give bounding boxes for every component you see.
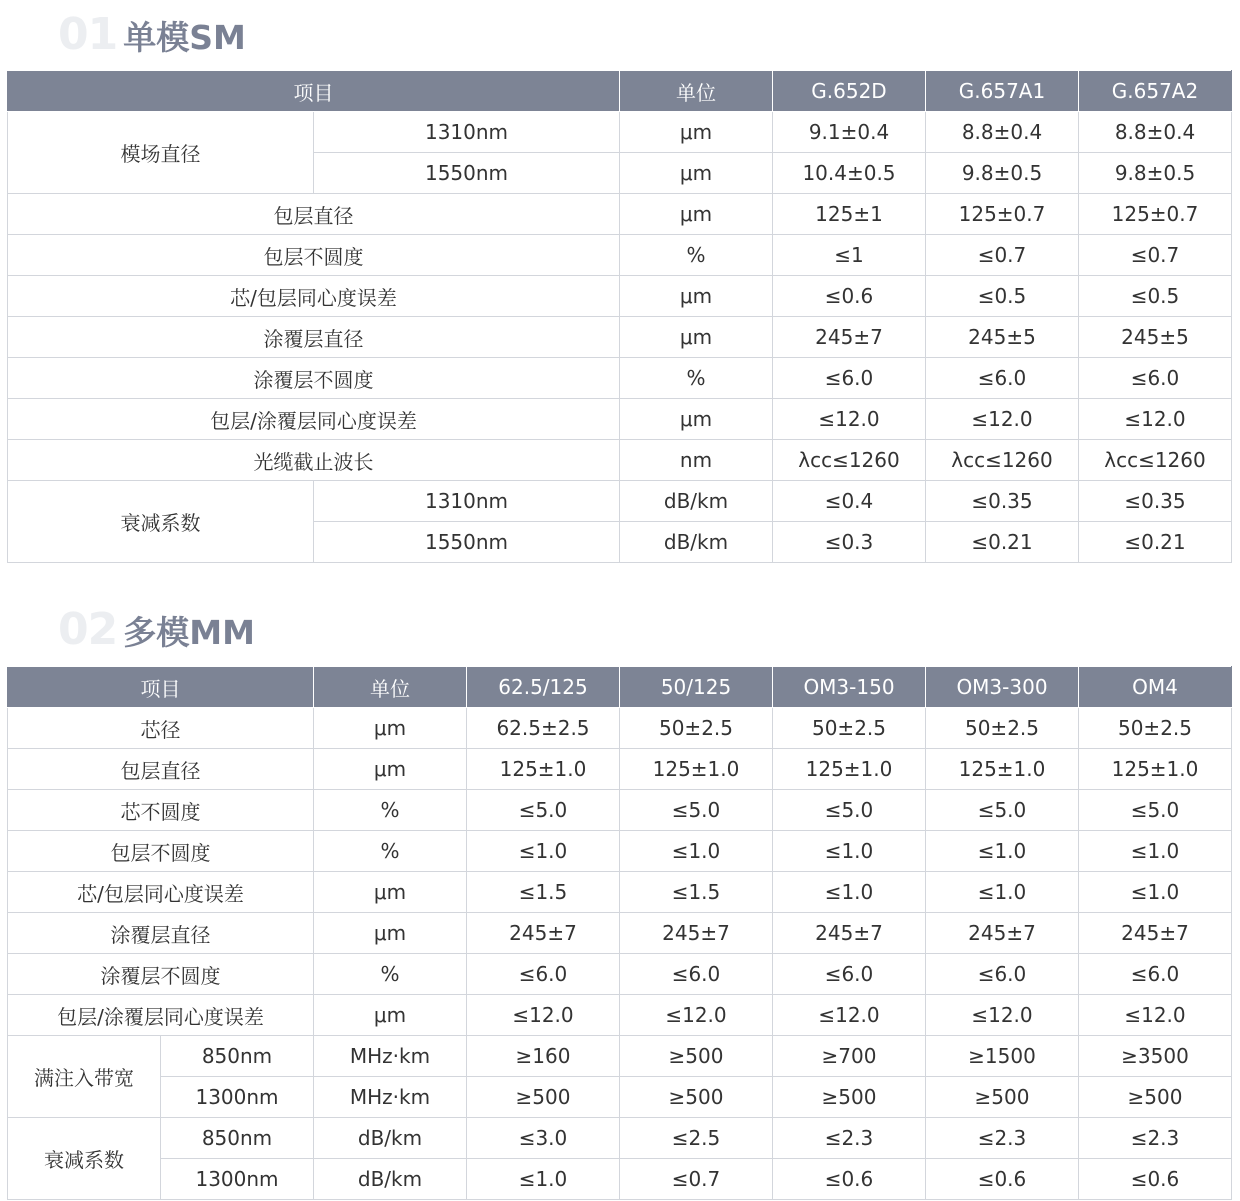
table-row — [8, 749, 1232, 790]
header-g657a2: G.657A2 — [1079, 71, 1232, 112]
row-label: 衰减系数 — [8, 1118, 161, 1200]
wavelength-cell: 850nm — [161, 1118, 314, 1159]
section-heading: 单模SM — [123, 18, 246, 57]
wavelength-cell: 1300nm — [161, 1077, 314, 1118]
table-row — [8, 1159, 1232, 1200]
header-50-125: 50/125 — [620, 667, 773, 708]
header-g657a1: G.657A1 — [926, 71, 1079, 112]
table-row — [8, 194, 1232, 235]
value-cell: ≤5.0 — [467, 790, 620, 831]
header-om3-150: OM3-150 — [773, 667, 926, 708]
value-cell: ≤12.0 — [926, 399, 1079, 440]
value-cell: ≤1.0 — [926, 831, 1079, 872]
table-row — [8, 481, 1232, 522]
section-title-mm — [58, 605, 255, 655]
value-cell: ≤5.0 — [1079, 790, 1232, 831]
unit-cell: μm — [314, 872, 467, 913]
table-row — [8, 235, 1232, 276]
value-cell: ≤6.0 — [926, 358, 1079, 399]
table-row — [8, 913, 1232, 954]
unit-cell: μm — [314, 708, 467, 749]
header-unit: 单位 — [620, 71, 773, 112]
value-cell: ≤2.5 — [620, 1118, 773, 1159]
unit-cell: nm — [620, 440, 773, 481]
header-om3-300: OM3-300 — [926, 667, 1079, 708]
unit-cell: MHz·km — [314, 1077, 467, 1118]
value-cell: 9.8±0.5 — [1079, 153, 1232, 194]
value-cell: 125±0.7 — [926, 194, 1079, 235]
row-label: 模场直径 — [8, 112, 314, 194]
row-label: 芯/包层同心度误差 — [8, 276, 620, 317]
value-cell: ≤2.3 — [926, 1118, 1079, 1159]
value-cell: ≤12.0 — [1079, 995, 1232, 1036]
table-row — [8, 317, 1232, 358]
header-om4: OM4 — [1079, 667, 1232, 708]
value-cell: 9.1±0.4 — [773, 112, 926, 153]
value-cell: 125±1.0 — [467, 749, 620, 790]
unit-cell: μm — [314, 749, 467, 790]
row-label: 涂覆层不圆度 — [8, 358, 620, 399]
value-cell: ≤1.0 — [773, 872, 926, 913]
value-cell: ≥500 — [467, 1077, 620, 1118]
value-cell: ≤0.21 — [1079, 522, 1232, 563]
value-cell: ≥700 — [773, 1036, 926, 1077]
unit-cell: MHz·km — [314, 1036, 467, 1077]
unit-cell: μm — [620, 399, 773, 440]
unit-cell: dB/km — [314, 1118, 467, 1159]
header-item: 项目 — [8, 667, 314, 708]
row-label: 涂覆层直径 — [8, 913, 314, 954]
value-cell: 245±7 — [773, 317, 926, 358]
value-cell: λcc≤1260 — [926, 440, 1079, 481]
row-label: 包层不圆度 — [8, 831, 314, 872]
unit-cell: dB/km — [620, 522, 773, 563]
table-row — [8, 790, 1232, 831]
value-cell: 50±2.5 — [1079, 708, 1232, 749]
value-cell: ≤1.0 — [773, 831, 926, 872]
single-mode-spec-table — [7, 70, 1232, 563]
value-cell: ≤0.4 — [773, 481, 926, 522]
unit-cell: μm — [314, 995, 467, 1036]
value-cell: ≤0.5 — [926, 276, 1079, 317]
value-cell: 245±7 — [467, 913, 620, 954]
section-number: 01 — [58, 9, 118, 60]
value-cell: 245±7 — [1079, 913, 1232, 954]
table-row — [8, 440, 1232, 481]
value-cell: ≥500 — [1079, 1077, 1232, 1118]
value-cell: ≤0.6 — [926, 1159, 1079, 1200]
section-number: 02 — [58, 604, 118, 655]
value-cell: ≤0.7 — [620, 1159, 773, 1200]
value-cell: ≤1.0 — [1079, 831, 1232, 872]
unit-cell: % — [314, 790, 467, 831]
value-cell: ≤6.0 — [1079, 954, 1232, 995]
value-cell: ≤1.0 — [620, 831, 773, 872]
unit-cell: μm — [620, 317, 773, 358]
value-cell: ≤6.0 — [773, 358, 926, 399]
value-cell: ≥500 — [620, 1036, 773, 1077]
value-cell: ≤0.35 — [926, 481, 1079, 522]
value-cell: ≤0.7 — [926, 235, 1079, 276]
value-cell: 10.4±0.5 — [773, 153, 926, 194]
value-cell: ≤1.0 — [1079, 872, 1232, 913]
table-header-row — [8, 71, 1232, 112]
value-cell: 50±2.5 — [620, 708, 773, 749]
value-cell: ≤12.0 — [467, 995, 620, 1036]
value-cell: 125±0.7 — [1079, 194, 1232, 235]
wavelength-cell: 850nm — [161, 1036, 314, 1077]
value-cell: ≥500 — [773, 1077, 926, 1118]
row-label: 涂覆层直径 — [8, 317, 620, 358]
table-row — [8, 399, 1232, 440]
value-cell: ≤12.0 — [620, 995, 773, 1036]
unit-cell: % — [620, 235, 773, 276]
unit-cell: % — [314, 954, 467, 995]
value-cell: 125±1.0 — [773, 749, 926, 790]
row-label: 光缆截止波长 — [8, 440, 620, 481]
value-cell: ≤0.6 — [1079, 1159, 1232, 1200]
value-cell: 9.8±0.5 — [926, 153, 1079, 194]
table-row — [8, 954, 1232, 995]
row-label: 包层不圆度 — [8, 235, 620, 276]
table-row — [8, 358, 1232, 399]
row-label: 包层/涂覆层同心度误差 — [8, 995, 314, 1036]
section-heading: 多模MM — [123, 613, 255, 652]
value-cell: ≤1.0 — [467, 1159, 620, 1200]
value-cell: ≤0.3 — [773, 522, 926, 563]
value-cell: ≤1.5 — [467, 872, 620, 913]
value-cell: λcc≤1260 — [773, 440, 926, 481]
value-cell: 62.5±2.5 — [467, 708, 620, 749]
table-row — [8, 708, 1232, 749]
value-cell: ≥500 — [620, 1077, 773, 1118]
row-label: 包层直径 — [8, 749, 314, 790]
row-label: 满注入带宽 — [8, 1036, 161, 1118]
value-cell: ≤1 — [773, 235, 926, 276]
value-cell: ≤6.0 — [1079, 358, 1232, 399]
table-row — [8, 831, 1232, 872]
value-cell: 125±1.0 — [620, 749, 773, 790]
unit-cell: μm — [620, 153, 773, 194]
unit-cell: μm — [620, 194, 773, 235]
value-cell: ≤0.35 — [1079, 481, 1232, 522]
value-cell: ≥1500 — [926, 1036, 1079, 1077]
value-cell: ≤5.0 — [926, 790, 1079, 831]
value-cell: ≤12.0 — [1079, 399, 1232, 440]
value-cell: ≤0.7 — [1079, 235, 1232, 276]
header-g652d: G.652D — [773, 71, 926, 112]
value-cell: ≤0.6 — [773, 276, 926, 317]
unit-cell: % — [620, 358, 773, 399]
value-cell: ≤5.0 — [620, 790, 773, 831]
unit-cell: dB/km — [620, 481, 773, 522]
value-cell: ≤2.3 — [773, 1118, 926, 1159]
table-row — [8, 1036, 1232, 1077]
table-header-row — [8, 667, 1232, 708]
value-cell: ≤6.0 — [773, 954, 926, 995]
value-cell: ≤6.0 — [467, 954, 620, 995]
value-cell: 8.8±0.4 — [1079, 112, 1232, 153]
value-cell: ≤0.5 — [1079, 276, 1232, 317]
value-cell: ≤12.0 — [926, 995, 1079, 1036]
unit-cell: μm — [620, 276, 773, 317]
value-cell: λcc≤1260 — [1079, 440, 1232, 481]
value-cell: 125±1 — [773, 194, 926, 235]
header-item: 项目 — [8, 71, 620, 112]
value-cell: 245±5 — [926, 317, 1079, 358]
value-cell: 125±1.0 — [926, 749, 1079, 790]
unit-cell: μm — [314, 913, 467, 954]
value-cell: ≤12.0 — [773, 995, 926, 1036]
row-label: 包层直径 — [8, 194, 620, 235]
table-row — [8, 112, 1232, 153]
value-cell: ≥160 — [467, 1036, 620, 1077]
section-title-sm — [58, 10, 246, 60]
value-cell: ≤1.0 — [926, 872, 1079, 913]
value-cell: ≥500 — [926, 1077, 1079, 1118]
row-label: 芯径 — [8, 708, 314, 749]
value-cell: 245±7 — [773, 913, 926, 954]
value-cell: 245±7 — [620, 913, 773, 954]
value-cell: ≤5.0 — [773, 790, 926, 831]
unit-cell: % — [314, 831, 467, 872]
row-label: 衰减系数 — [8, 481, 314, 563]
unit-cell: μm — [620, 112, 773, 153]
unit-cell: dB/km — [314, 1159, 467, 1200]
row-label: 芯不圆度 — [8, 790, 314, 831]
value-cell: ≤1.5 — [620, 872, 773, 913]
value-cell: 125±1.0 — [1079, 749, 1232, 790]
value-cell: ≤2.3 — [1079, 1118, 1232, 1159]
value-cell: ≥3500 — [1079, 1036, 1232, 1077]
header-unit: 单位 — [314, 667, 467, 708]
value-cell: 245±5 — [1079, 317, 1232, 358]
value-cell: ≤6.0 — [926, 954, 1079, 995]
value-cell: ≤12.0 — [773, 399, 926, 440]
wavelength-cell: 1300nm — [161, 1159, 314, 1200]
value-cell: ≤0.6 — [773, 1159, 926, 1200]
header-62-5-125: 62.5/125 — [467, 667, 620, 708]
value-cell: 8.8±0.4 — [926, 112, 1079, 153]
value-cell: 245±7 — [926, 913, 1079, 954]
row-label: 包层/涂覆层同心度误差 — [8, 399, 620, 440]
wavelength-cell: 1550nm — [314, 153, 620, 194]
value-cell: 50±2.5 — [773, 708, 926, 749]
row-label: 涂覆层不圆度 — [8, 954, 314, 995]
table-row — [8, 1118, 1232, 1159]
value-cell: ≤0.21 — [926, 522, 1079, 563]
table-row — [8, 995, 1232, 1036]
multi-mode-spec-table — [7, 666, 1232, 1200]
wavelength-cell: 1310nm — [314, 481, 620, 522]
wavelength-cell: 1310nm — [314, 112, 620, 153]
table-row — [8, 1077, 1232, 1118]
wavelength-cell: 1550nm — [314, 522, 620, 563]
table-row — [8, 276, 1232, 317]
value-cell: ≤3.0 — [467, 1118, 620, 1159]
row-label: 芯/包层同心度误差 — [8, 872, 314, 913]
value-cell: 50±2.5 — [926, 708, 1079, 749]
value-cell: ≤1.0 — [467, 831, 620, 872]
value-cell: ≤6.0 — [620, 954, 773, 995]
table-row — [8, 872, 1232, 913]
